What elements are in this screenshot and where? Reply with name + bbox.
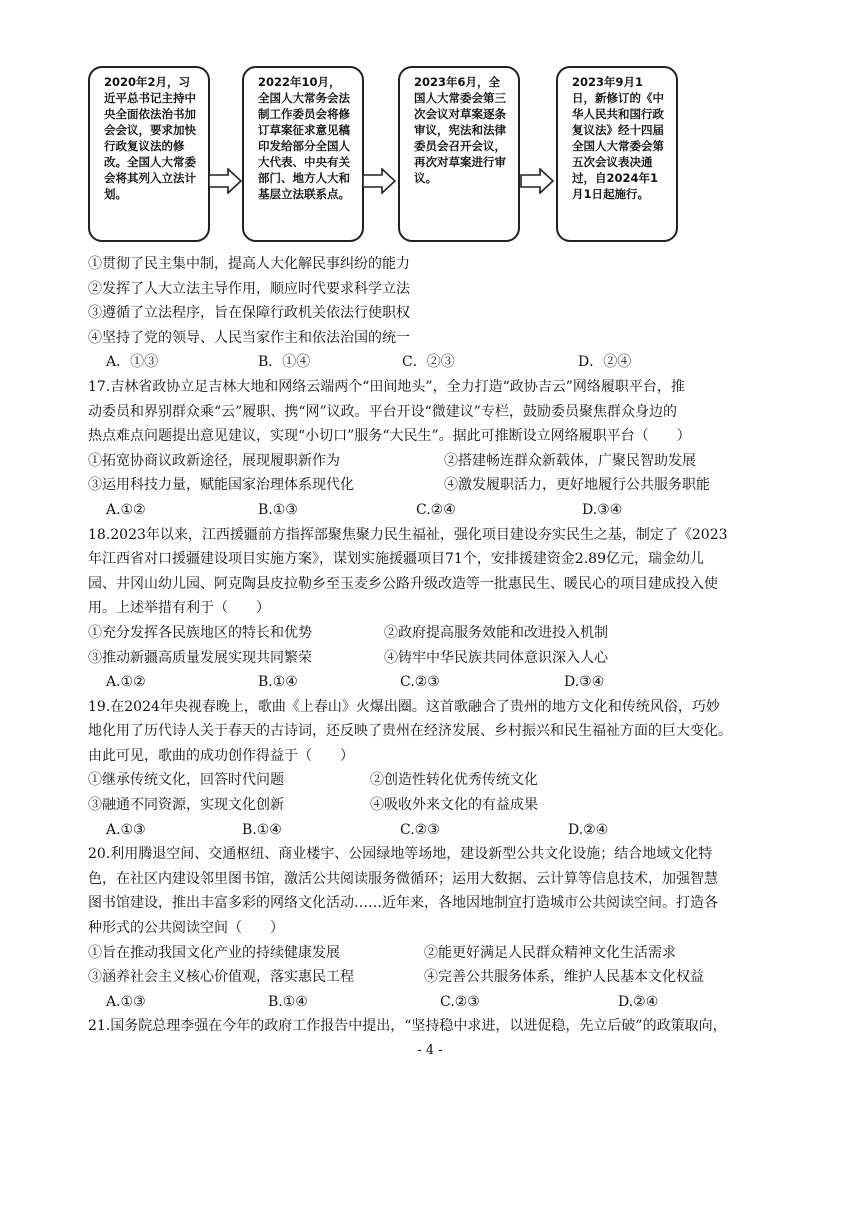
q19-item: ③融通不同资源，实现文化创新 bbox=[88, 797, 284, 814]
q20-stem: 色，在社区内建设邻里图书馆，激活公共阅读服务微循环；运用大数据、云计算等信息技术，加强智慧 bbox=[88, 870, 718, 887]
q20-stem: 种形式的公共阅读空间（ ） bbox=[88, 920, 284, 937]
option: B．①④ bbox=[258, 354, 311, 371]
question-text bbox=[88, 252, 778, 1039]
q17-stem: 17.吉林省政协立足吉林大地和网络云端两个“田间地头”，全力打造“政协吉云”网络履职平台，推 bbox=[88, 378, 685, 395]
q18-stem: 园、井冈山幼儿园、阿克陶县皮拉勒乡至玉麦乡公路升级改造等一批惠民生、暖民心的项目建成投入使 bbox=[88, 575, 718, 592]
q17-items bbox=[88, 449, 778, 474]
option: C．②③ bbox=[402, 354, 455, 371]
flow-arrow-icon bbox=[208, 168, 242, 194]
q20-item: ②能更好满足人民群众精神文化生活需求 bbox=[424, 944, 676, 961]
flow-step-4: 2023年9月1日，新修订的《中华人民共和国行政复议法》经十四届全国人大常委会第五次会议表决通过，自2024年1月1日起施行。 bbox=[556, 66, 678, 242]
option: C.②③ bbox=[400, 674, 440, 691]
q19-stem: 19.在2024年央视春晚上，歌曲《上春山》火爆出圈。这首歌融合了贵州的地方文化和传统风俗，巧妙 bbox=[88, 698, 720, 715]
option: A.①③ bbox=[106, 993, 146, 1010]
q17-items bbox=[88, 473, 778, 498]
q19-items bbox=[88, 793, 778, 818]
q19-stem: 地化用了历代诗人关于春天的古诗词，还反映了贵州在经济发展、乡村振兴和民生福祉方面的巨大变化。 bbox=[88, 723, 732, 740]
q19-items bbox=[88, 768, 778, 793]
option: C.②③ bbox=[440, 993, 480, 1010]
option: A.①② bbox=[106, 674, 146, 691]
q17-item: ④激发履职活力，更好地履行公共服务职能 bbox=[444, 477, 710, 494]
q20-items bbox=[88, 965, 778, 990]
flow-step-2: 2022年10月，全国人大常务会法制工作委员会将修订草案征求意见稿印发给部分全国人大代表、中央有关部门、地方人大和基层立法联系点。 bbox=[242, 66, 364, 242]
q20-stem: 20.利用腾退空间、交通枢纽、商业楼宇、公园绿地等场地，建设新型公共文化设施；结合地域文化特 bbox=[88, 846, 713, 863]
q18-stem: 18.2023年以来，江西援疆前方指挥部聚焦聚力民生福祉，强化项目建设夯实民生之基，制定了《2023 bbox=[88, 526, 728, 543]
option: B.①④ bbox=[268, 993, 308, 1010]
q18-stem: 年江西省对口援疆建设项目实施方案》，谋划实施援疆项目71个，安排援建资金2.89亿元，瑞金幼儿 bbox=[88, 551, 704, 568]
q19-options bbox=[88, 818, 778, 843]
q18-items bbox=[88, 646, 778, 671]
q17-item: ③运用科技力量，赋能国家治理体系现代化 bbox=[88, 477, 354, 494]
q19-item: ④吸收外来文化的有益成果 bbox=[370, 797, 538, 814]
q18-stem: 用。上述举措有利于（ ） bbox=[88, 600, 270, 617]
flowchart bbox=[88, 66, 700, 244]
q20-item: ③涵养社会主义核心价值观，落实惠民工程 bbox=[88, 969, 354, 986]
flow-step-1: 2020年2月，习近平总书记主持中央全面依法治书加会会议，要求加快行政复议法的修改。全国人大常委会将其列入立法计划。 bbox=[88, 66, 210, 242]
q16-item: ②发挥了人大立法主导作用，顺应时代要求科学立法 bbox=[88, 280, 410, 297]
q20-stem: 图书馆建设，推出丰富多彩的网络文化活动……近年来，各地因地制宜打造城市公共阅读空间。打造各 bbox=[88, 895, 718, 912]
option: B.①③ bbox=[258, 501, 298, 518]
option: A．①③ bbox=[106, 354, 159, 371]
option: D.②④ bbox=[568, 821, 609, 838]
option: D.③④ bbox=[564, 674, 605, 691]
q20-options bbox=[88, 990, 778, 1015]
q16-item: ④坚持了党的领导、人民当家作主和依法治国的统一 bbox=[88, 329, 410, 346]
flow-step-3: 2023年6月，全国人大常委会第三次会议对草案逐条审议，宪法和法律委员会召开会议，再次对草案进行审议。 bbox=[398, 66, 520, 242]
option: A.①② bbox=[106, 501, 146, 518]
option: A.①③ bbox=[106, 821, 146, 838]
flow-arrow-icon bbox=[362, 168, 396, 194]
q17-stem: 热点难点问题提出意见建议，实现“小切口”服务“大民生”。据此可推断设立网络履职平台（ ） bbox=[88, 428, 691, 445]
q18-item: ③推动新疆高质量发展实现共同繁荣 bbox=[88, 649, 312, 666]
q17-options bbox=[88, 498, 778, 523]
q19-item: ①继承传统文化，回答时代问题 bbox=[88, 772, 284, 789]
option: C.②④ bbox=[416, 501, 456, 518]
q16-item: ①贯彻了民主集中制，提高人大化解民事纠纷的能力 bbox=[88, 256, 410, 272]
q19-item: ②创造性转化优秀传统文化 bbox=[370, 772, 538, 789]
option: B.①④ bbox=[242, 821, 282, 838]
option: B.①④ bbox=[258, 674, 298, 691]
q19-stem: 由此可见，歌曲的成功创作得益于（ ） bbox=[88, 747, 354, 764]
q21-stem: 21.国务院总理李强在今年的政府工作报告中提出，“坚持稳中求进，以进促稳，先立后破”的政策取向， bbox=[88, 1018, 727, 1035]
page-number: - 4 - bbox=[417, 1043, 443, 1058]
option: C.②③ bbox=[400, 821, 440, 838]
option: D.③④ bbox=[582, 501, 623, 518]
q20-items bbox=[88, 941, 778, 966]
q17-stem: 动委员和界别群众乘“云”履职、携“网”议政。平台开设“微建议”专栏，鼓励委员聚焦群众身边的 bbox=[88, 403, 677, 420]
q20-item: ④完善公共服务体系，维护人民基本文化权益 bbox=[424, 969, 704, 986]
q18-item: ②政府提高服务效能和改进投入机制 bbox=[384, 624, 608, 641]
option: D.②④ bbox=[618, 993, 659, 1010]
q20-item: ①旨在推动我国文化产业的持续健康发展 bbox=[88, 944, 340, 961]
q18-item: ①充分发挥各民族地区的特长和优势 bbox=[88, 624, 312, 641]
q17-item: ②搭建畅连群众新载体，广聚民智助发展 bbox=[444, 452, 696, 469]
q18-options bbox=[88, 670, 778, 695]
flow-arrow-icon bbox=[520, 168, 554, 194]
option: D．②④ bbox=[578, 354, 632, 371]
q18-items bbox=[88, 621, 778, 646]
q16-options bbox=[88, 350, 778, 375]
q18-item: ④铸牢中华民族共同体意识深入人心 bbox=[384, 649, 608, 666]
q16-item: ③遵循了立法程序，旨在保障行政机关依法行使职权 bbox=[88, 305, 410, 322]
q17-item: ①拓宽协商议政新途径，展现履职新作为 bbox=[88, 452, 340, 469]
